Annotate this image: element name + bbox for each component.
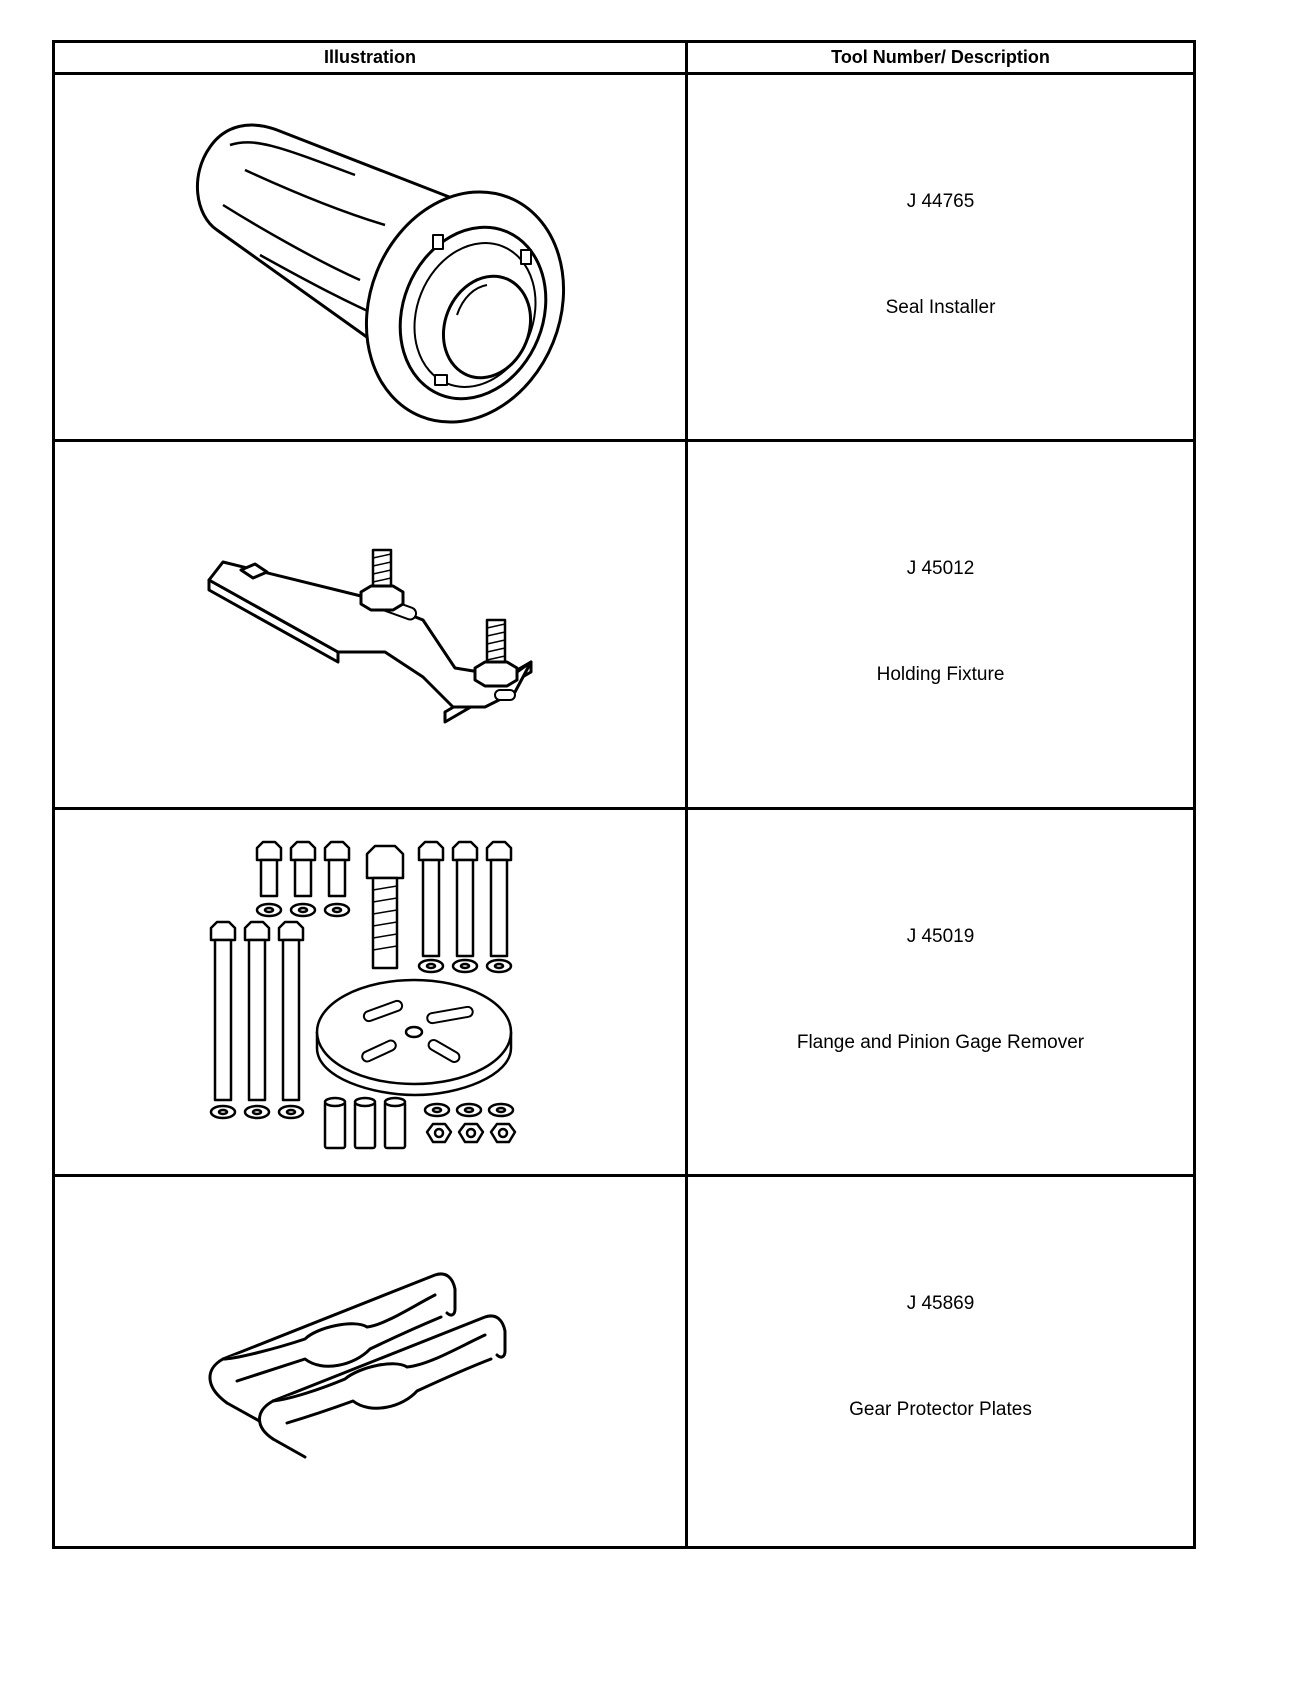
table-row (55, 442, 1193, 810)
tool-description: Flange and Pinion Gage Remover (796, 1032, 1085, 1053)
table-row (55, 1177, 1193, 1546)
illustration-cell (55, 1177, 685, 1546)
tool-description: Gear Protector Plates (849, 1399, 1032, 1420)
gage-remover-kit-icon (55, 810, 685, 1174)
seal-installer-icon (55, 75, 685, 439)
illustration-cell (55, 810, 685, 1174)
tool-number: J 45019 (906, 926, 975, 947)
illustration-cell (55, 442, 685, 807)
tool-table (52, 40, 1196, 1549)
illustration-cell (55, 75, 685, 439)
description-cell (688, 810, 1193, 1174)
description-cell (688, 442, 1193, 807)
description-cell (688, 75, 1193, 439)
header-tool-number-description: Tool Number/ Description (831, 47, 1050, 67)
tool-number: J 44765 (906, 191, 975, 212)
tool-description: Seal Installer (885, 297, 996, 318)
table-row (55, 810, 1193, 1177)
description-cell (688, 1177, 1193, 1546)
header-illustration: Illustration (323, 47, 416, 67)
tool-number: J 45869 (906, 1293, 975, 1314)
gear-protector-plates-icon (55, 1177, 685, 1546)
tool-number: J 45012 (906, 558, 975, 579)
table-header-row (55, 43, 1193, 75)
holding-fixture-icon (55, 442, 685, 807)
tool-description: Holding Fixture (876, 664, 1005, 685)
table-row (55, 75, 1193, 442)
